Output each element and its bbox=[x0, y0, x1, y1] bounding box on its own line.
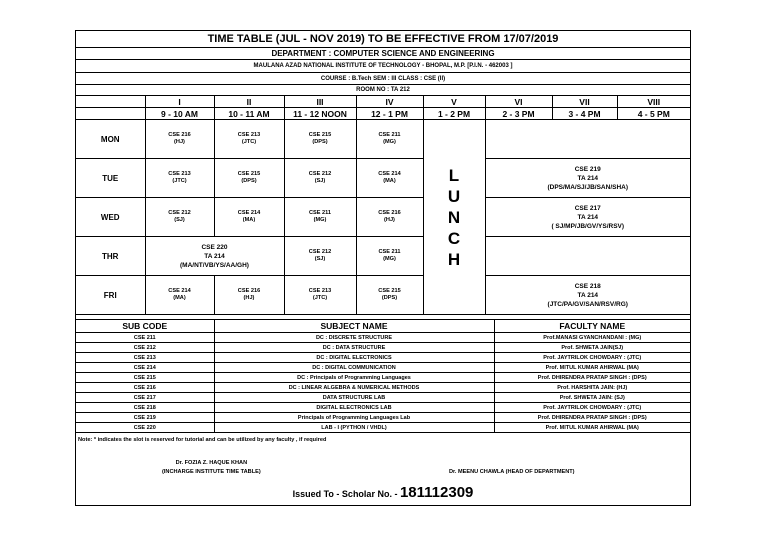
hod-signature: Dr. MEENU CHAWLA (HEAD OF DEPARTMENT) bbox=[449, 469, 575, 475]
lab-cell bbox=[485, 198, 690, 237]
issued-line bbox=[76, 484, 690, 502]
sub-code-cell: CSE 214 bbox=[76, 363, 214, 373]
slot-code: CSE 215 bbox=[378, 288, 401, 294]
day-name: THR bbox=[76, 237, 145, 276]
time-label: 12 - 1 PM bbox=[356, 108, 423, 120]
sub-code-cell: CSE 218 bbox=[76, 403, 214, 413]
faculty-name-cell: Prof. DHIRENDRA PRATAP SINGH : (DPS) bbox=[494, 413, 690, 423]
time-label: 11 - 12 NOON bbox=[284, 108, 356, 120]
slot-cell bbox=[356, 237, 423, 276]
day-name: WED bbox=[76, 198, 145, 237]
subject-name-cell: DIGITAL ELECTRONICS LAB bbox=[214, 403, 494, 413]
time-label: 2 - 3 PM bbox=[485, 108, 552, 120]
day-name: TUE bbox=[76, 159, 145, 198]
slot-code: CSE 213 bbox=[168, 171, 191, 177]
subject-header-row bbox=[76, 320, 690, 333]
timetable-sheet bbox=[75, 30, 691, 506]
day-row-wed bbox=[76, 198, 690, 237]
period-label: VIII bbox=[617, 96, 690, 108]
lab-faculty: ( SJ/MP/JB/GV/YS/RSV) bbox=[551, 222, 625, 230]
slot-code: CSE 212 bbox=[168, 210, 191, 216]
faculty-name-cell: Prof. MITUL KUMAR AHIRWAL (MA) bbox=[494, 363, 690, 373]
faculty-name-cell: Prof. JAYTRILOK CHOWDARY : (JTC) bbox=[494, 403, 690, 413]
slot-faculty: (DPS) bbox=[312, 139, 328, 145]
lab-faculty: (MA/NT/VB/YS/AA/GH) bbox=[180, 261, 249, 269]
slot-cell bbox=[145, 276, 214, 315]
slot-faculty: (MA) bbox=[173, 295, 186, 301]
subject-row bbox=[76, 423, 690, 433]
subject-table bbox=[76, 319, 690, 433]
sub-code-cell: CSE 215 bbox=[76, 373, 214, 383]
slot-faculty: (JTC) bbox=[172, 178, 187, 184]
scholar-number: 181112309 bbox=[399, 484, 474, 501]
sub-code-cell: CSE 219 bbox=[76, 413, 214, 423]
slot-cell bbox=[214, 159, 284, 198]
slot-faculty: (MG) bbox=[313, 217, 327, 223]
slot-cell bbox=[356, 159, 423, 198]
slot-code: CSE 211 bbox=[378, 132, 401, 138]
slot-code: CSE 214 bbox=[378, 171, 401, 177]
subject-row bbox=[76, 353, 690, 363]
day-row-tue bbox=[76, 159, 690, 198]
slot-cell bbox=[284, 276, 356, 315]
slot-faculty: (SJ) bbox=[314, 178, 326, 184]
time-label: 4 - 5 PM bbox=[617, 108, 690, 120]
faculty-name-header: FACULTY NAME bbox=[494, 320, 690, 333]
slot-faculty: (MG) bbox=[383, 139, 396, 145]
institute-line: MAULANA AZAD NATIONAL INSTITUTE OF TECHNOLOGY - BHOPAL, M.P. [P.I.N. - 462003 ] bbox=[76, 60, 690, 73]
slot-faculty: (DPS) bbox=[241, 178, 257, 184]
slot-code: CSE 216 bbox=[237, 288, 261, 294]
lab-cell bbox=[485, 276, 690, 315]
incharge-signature bbox=[162, 459, 261, 477]
lunch-cell bbox=[423, 120, 485, 315]
slot-cell bbox=[284, 237, 356, 276]
period-label: III bbox=[284, 96, 356, 108]
subject-name-cell: DC : DATA STRUCTURE bbox=[214, 343, 494, 353]
slot-faculty: (HJ) bbox=[243, 295, 255, 301]
faculty-name-cell: Prof. SHWETA JAIN: (SJ) bbox=[494, 393, 690, 403]
note-text: Note: * indicates the slot is reserved for tutorial and can be utilized by any faculty , if required bbox=[78, 437, 327, 443]
slot-faculty: (JTC) bbox=[312, 295, 328, 301]
sub-code-cell: CSE 217 bbox=[76, 393, 214, 403]
lab-code: CSE 220 bbox=[201, 243, 228, 251]
subject-name-cell: DATA STRUCTURE LAB bbox=[214, 393, 494, 403]
subject-row bbox=[76, 363, 690, 373]
period-label: I bbox=[145, 96, 214, 108]
slot-faculty: (HJ) bbox=[384, 217, 395, 223]
lab-code: CSE 217 bbox=[574, 204, 601, 212]
lunch-letter: H bbox=[447, 249, 461, 269]
time-label: 10 - 11 AM bbox=[214, 108, 284, 120]
faculty-name-cell: Prof. MITUL KUMAR AHIRWAL (MA) bbox=[494, 423, 690, 433]
lab-cell bbox=[485, 159, 690, 198]
slot-code: CSE 214 bbox=[168, 288, 191, 294]
subject-name-cell: DC : LINEAR ALGEBRA & NUMERICAL METHODS bbox=[214, 383, 494, 393]
slot-cell bbox=[145, 198, 214, 237]
time-label: 9 - 10 AM bbox=[145, 108, 214, 120]
lab-code: CSE 219 bbox=[574, 165, 601, 173]
sub-code-cell: CSE 211 bbox=[76, 333, 214, 343]
slot-code: CSE 211 bbox=[378, 249, 401, 255]
subject-row bbox=[76, 413, 690, 423]
slot-cell bbox=[214, 120, 284, 159]
slot-code: CSE 216 bbox=[168, 132, 191, 138]
issued-label: Issued To - Scholar No. - bbox=[292, 489, 400, 499]
slot-cell bbox=[145, 120, 214, 159]
day-name: MON bbox=[76, 120, 145, 159]
incharge-name: Dr. FOZIA Z. HAQUE KHAN bbox=[175, 460, 248, 466]
subject-name-cell: DC : DIGITAL ELECTRONICS bbox=[214, 353, 494, 363]
period-label: V bbox=[423, 96, 485, 108]
slot-faculty: (MA) bbox=[383, 178, 396, 184]
lunch-letter: N bbox=[447, 207, 461, 227]
slot-cell bbox=[214, 276, 284, 315]
lab-faculty: (JTC/PA/GV/SAN/RSV/RG) bbox=[547, 300, 628, 308]
slot-faculty: (SJ) bbox=[174, 217, 185, 223]
slot-faculty: (HJ) bbox=[174, 139, 185, 145]
faculty-name-cell: Prof. JAYTRILOK CHOWDARY : (JTC) bbox=[494, 353, 690, 363]
lunch-letter: L bbox=[448, 165, 460, 185]
subject-name-header: SUBJECT NAME bbox=[214, 320, 494, 333]
subject-row bbox=[76, 383, 690, 393]
sub-code-cell: CSE 213 bbox=[76, 353, 214, 363]
slot-code: CSE 215 bbox=[308, 132, 332, 138]
lunch-letter: U bbox=[447, 186, 461, 206]
day-row-fri bbox=[76, 276, 690, 315]
subject-name-cell: DC : Principals of Programming Languages bbox=[214, 373, 494, 383]
period-label: IV bbox=[356, 96, 423, 108]
subject-name-cell: Principals of Programming Languages Lab bbox=[214, 413, 494, 423]
period-row bbox=[76, 96, 690, 108]
department-line: DEPARTMENT : COMPUTER SCIENCE AND ENGINEERING bbox=[76, 48, 690, 60]
subject-row bbox=[76, 373, 690, 383]
slot-cell bbox=[356, 198, 423, 237]
slot-faculty: (DPS) bbox=[381, 295, 398, 301]
faculty-name-cell: Prof. DHIRENDRA PRATAP SINGH : (DPS) bbox=[494, 373, 690, 383]
sub-code-cell: CSE 212 bbox=[76, 343, 214, 353]
subject-row bbox=[76, 393, 690, 403]
sub-code-cell: CSE 220 bbox=[76, 423, 214, 433]
faculty-name-cell: Prof. HARSHITA JAIN: (HJ) bbox=[494, 383, 690, 393]
lab-code: CSE 218 bbox=[574, 282, 601, 290]
timetable-title: TIME TABLE (JUL - NOV 2019) TO BE EFFECTIVE FROM 17/07/2019 bbox=[76, 31, 690, 48]
period-label: VI bbox=[485, 96, 552, 108]
subject-name-cell: DC : DISCRETE STRUCTURE bbox=[214, 333, 494, 343]
slot-faculty: (MA) bbox=[242, 217, 256, 223]
lab-cell bbox=[145, 237, 284, 276]
corner-cell bbox=[76, 108, 145, 120]
lunch-letter: C bbox=[447, 228, 461, 248]
slot-cell bbox=[284, 120, 356, 159]
lab-room: TA 214 bbox=[577, 213, 599, 221]
subject-row bbox=[76, 333, 690, 343]
lab-room: TA 214 bbox=[577, 291, 599, 299]
corner-cell bbox=[76, 96, 145, 108]
day-row-thr bbox=[76, 237, 690, 276]
slot-faculty: (JTC) bbox=[241, 139, 257, 145]
period-label: II bbox=[214, 96, 284, 108]
subject-name-cell: LAB - I (PYTHON / VHDL) bbox=[214, 423, 494, 433]
day-row-mon bbox=[76, 120, 690, 159]
slot-code: CSE 213 bbox=[308, 288, 332, 294]
incharge-role: (INCHARGE INSTITUTE TIME TABLE) bbox=[162, 469, 261, 475]
subject-name-cell: DC : DIGITAL COMMUNICATION bbox=[214, 363, 494, 373]
time-label: 3 - 4 PM bbox=[552, 108, 617, 120]
slot-code: CSE 216 bbox=[378, 210, 401, 216]
slot-code: CSE 215 bbox=[237, 171, 261, 177]
lab-room: TA 214 bbox=[577, 174, 599, 182]
slot-code: CSE 214 bbox=[237, 210, 261, 216]
slot-cell bbox=[284, 198, 356, 237]
slot-cell bbox=[214, 198, 284, 237]
day-name: FRI bbox=[76, 276, 145, 315]
course-line: COURSE : B.Tech SEM : III CLASS : CSE (II) bbox=[76, 73, 690, 85]
slot-cell bbox=[356, 120, 423, 159]
sub-code-cell: CSE 216 bbox=[76, 383, 214, 393]
schedule-table bbox=[76, 96, 690, 315]
slot-cell bbox=[356, 276, 423, 315]
slot-code: CSE 212 bbox=[308, 249, 332, 255]
slot-code: CSE 213 bbox=[237, 132, 261, 138]
slot-faculty: (MG) bbox=[383, 256, 396, 262]
time-row bbox=[76, 108, 690, 120]
slot-cell bbox=[145, 159, 214, 198]
lab-room: TA 214 bbox=[204, 252, 225, 260]
subject-row bbox=[76, 343, 690, 353]
room-line: ROOM NO : TA 212 bbox=[76, 85, 690, 96]
lab-faculty: (DPS/MA/SJ/JB/SAN/SHA) bbox=[547, 183, 629, 191]
slot-faculty: (SJ) bbox=[314, 256, 326, 262]
sub-code-header: SUB CODE bbox=[76, 320, 214, 333]
slot-code: CSE 211 bbox=[308, 210, 332, 216]
subject-row bbox=[76, 403, 690, 413]
faculty-name-cell: Prof.MANASI GYANCHANDANI : (MG) bbox=[494, 333, 690, 343]
time-label: 1 - 2 PM bbox=[423, 108, 485, 120]
faculty-name-cell: Prof. SHWETA JAIN(SJ) bbox=[494, 343, 690, 353]
period-label: VII bbox=[552, 96, 617, 108]
slot-cell bbox=[284, 159, 356, 198]
slot-code: CSE 212 bbox=[308, 171, 332, 177]
empty-afternoon-cell bbox=[485, 120, 690, 159]
empty-afternoon-cell bbox=[485, 237, 690, 276]
